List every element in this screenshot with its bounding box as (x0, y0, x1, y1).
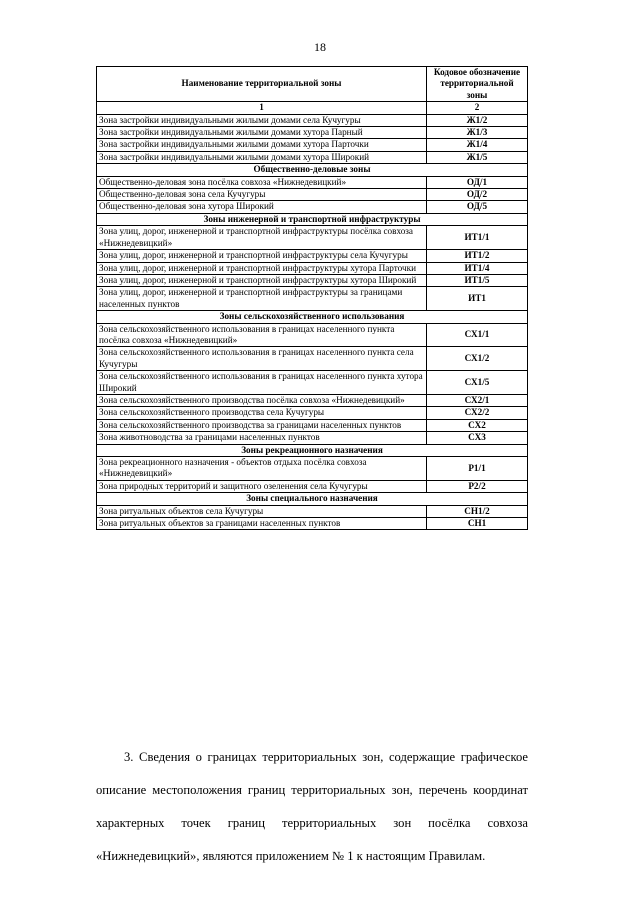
zone-code-cell: Ж1/5 (427, 151, 528, 163)
zone-name-cell: Зона сельскохозяйственного производства за границами населенных пунктов (97, 419, 427, 431)
zone-code-cell: СН1/2 (427, 505, 528, 517)
zone-code-cell: СХ2 (427, 419, 528, 431)
table-row (97, 226, 528, 250)
paragraph-text: 3. Сведения о границах территориальных зон, содержащие графическое описание местоположения границ территориальных зон, перечень координат характерных точек границ территориальных зон посёлка совхоза «Нижнедевицкий», являются приложением № 1 к настоящим Правилам. (96, 750, 528, 863)
section-title: Общественно-деловые зоны (97, 164, 528, 176)
zone-code-cell: СХ2/1 (427, 394, 528, 406)
table-row (97, 419, 528, 431)
table-row (97, 127, 528, 139)
zone-code-cell: Ж1/3 (427, 127, 528, 139)
zone-name-cell: Зона улиц, дорог, инженерной и транспортной инфраструктуры за границами населенных пунктов (97, 287, 427, 311)
table-row (97, 262, 528, 274)
zone-name-cell: Зона ритуальных объектов за границами населенных пунктов (97, 518, 427, 530)
zone-code-cell: СХ1/1 (427, 323, 528, 347)
zone-name-cell: Зона сельскохозяйственного производства села Кучугуры (97, 407, 427, 419)
zone-code-cell: ИТ1/1 (427, 226, 528, 250)
zone-code-cell: ИТ1/2 (427, 250, 528, 262)
column-number-row (97, 102, 528, 114)
table-row (97, 323, 528, 347)
header-zone-code: Кодовое обозначение территориальной зоны (427, 67, 528, 102)
table-row (97, 151, 528, 163)
table-row (97, 432, 528, 444)
table-row (97, 394, 528, 406)
table-row (97, 114, 528, 126)
column-number-1: 1 (97, 102, 427, 114)
zone-name-cell: Общественно-деловая зона хутора Широкий (97, 201, 427, 213)
zone-name-cell: Зона застройки индивидуальными жилыми домами хутора Парточки (97, 139, 427, 151)
table-row (97, 371, 528, 395)
zone-name-cell: Общественно-деловая зона посёлка совхоза «Нижнедевицкий» (97, 176, 427, 188)
zone-code-cell: СХ2/2 (427, 407, 528, 419)
table-row (97, 176, 528, 188)
zone-name-cell: Зона улиц, дорог, инженерной и транспортной инфраструктуры хутора Широкий (97, 274, 427, 286)
zone-name-cell: Зона сельскохозяйственного производства посёлка совхоза «Нижнедевицкий» (97, 394, 427, 406)
zone-code-cell: СХ1/5 (427, 371, 528, 395)
zone-code-cell: ОД/1 (427, 176, 528, 188)
zone-name-cell: Зона застройки индивидуальными жилыми домами села Кучугуры (97, 114, 427, 126)
section-title: Зоны специального назначения (97, 493, 528, 505)
zone-code-cell: Ж1/4 (427, 139, 528, 151)
zone-name-cell: Зона ритуальных объектов села Кучугуры (97, 505, 427, 517)
zone-code-cell: ОД/2 (427, 189, 528, 201)
zone-code-cell: ИТ1/5 (427, 274, 528, 286)
section-title: Зоны инженерной и транспортной инфраструктуры (97, 213, 528, 225)
zone-name-cell: Зона застройки индивидуальными жилыми домами хутора Парный (97, 127, 427, 139)
table-row (97, 139, 528, 151)
table-row (97, 347, 528, 371)
section-row (97, 164, 528, 176)
section-row (97, 311, 528, 323)
zone-code-cell: СН1 (427, 518, 528, 530)
table-row (97, 407, 528, 419)
zone-name-cell: Зона улиц, дорог, инженерной и транспортной инфраструктуры посёлка совхоза «Нижнедевицкий» (97, 226, 427, 250)
section-row (97, 213, 528, 225)
zone-code-cell: СХ1/2 (427, 347, 528, 371)
section-title: Зоны рекреационного назначения (97, 444, 528, 456)
zone-code-cell: СХ3 (427, 432, 528, 444)
table-header-row (97, 67, 528, 102)
statement-paragraph (96, 741, 528, 873)
table-row (97, 457, 528, 481)
zone-name-cell: Зона улиц, дорог, инженерной и транспортной инфраструктуры села Кучугуры (97, 250, 427, 262)
table-row (97, 518, 528, 530)
zone-name-cell: Зона рекреационного назначения - объектов отдыха посёлка совхоза «Нижнедевицкий» (97, 457, 427, 481)
zone-code-cell: ОД/5 (427, 201, 528, 213)
page-number: 18 (314, 40, 326, 54)
section-row (97, 444, 528, 456)
zone-code-cell: ИТ1/4 (427, 262, 528, 274)
zone-name-cell: Зона сельскохозяйственного использования в границах населенного пункта села Кучугуры (97, 347, 427, 371)
column-number-2: 2 (427, 102, 528, 114)
table-row (97, 287, 528, 311)
zone-name-cell: Зона природных территорий и защитного озеленения села Кучугуры (97, 480, 427, 492)
table-row (97, 250, 528, 262)
zone-name-cell: Зона застройки индивидуальными жилыми домами хутора Широкий (97, 151, 427, 163)
section-title: Зоны сельскохозяйственного использования (97, 311, 528, 323)
zone-name-cell: Зона улиц, дорог, инженерной и транспортной инфраструктуры хутора Парточки (97, 262, 427, 274)
zone-code-cell: ИТ1 (427, 287, 528, 311)
territorial-zones-table (96, 66, 528, 530)
table-row (97, 274, 528, 286)
table-row (97, 505, 528, 517)
table-row (97, 201, 528, 213)
table-row (97, 189, 528, 201)
table-row (97, 480, 528, 492)
zone-code-cell: Р2/2 (427, 480, 528, 492)
zone-code-cell: Ж1/2 (427, 114, 528, 126)
zone-name-cell: Общественно-деловая зона села Кучугуры (97, 189, 427, 201)
table-body (97, 114, 528, 530)
zone-name-cell: Зона сельскохозяйственного использования в границах населенного пункта хутора Широкий (97, 371, 427, 395)
section-row (97, 493, 528, 505)
header-zone-name: Наименование территориальной зоны (97, 67, 427, 102)
zone-name-cell: Зона сельскохозяйственного использования в границах населенного пункта посёлка совхоза «Нижнедевицкий» (97, 323, 427, 347)
zone-code-cell: Р1/1 (427, 457, 528, 481)
zone-name-cell: Зона животноводства за границами населенных пунктов (97, 432, 427, 444)
